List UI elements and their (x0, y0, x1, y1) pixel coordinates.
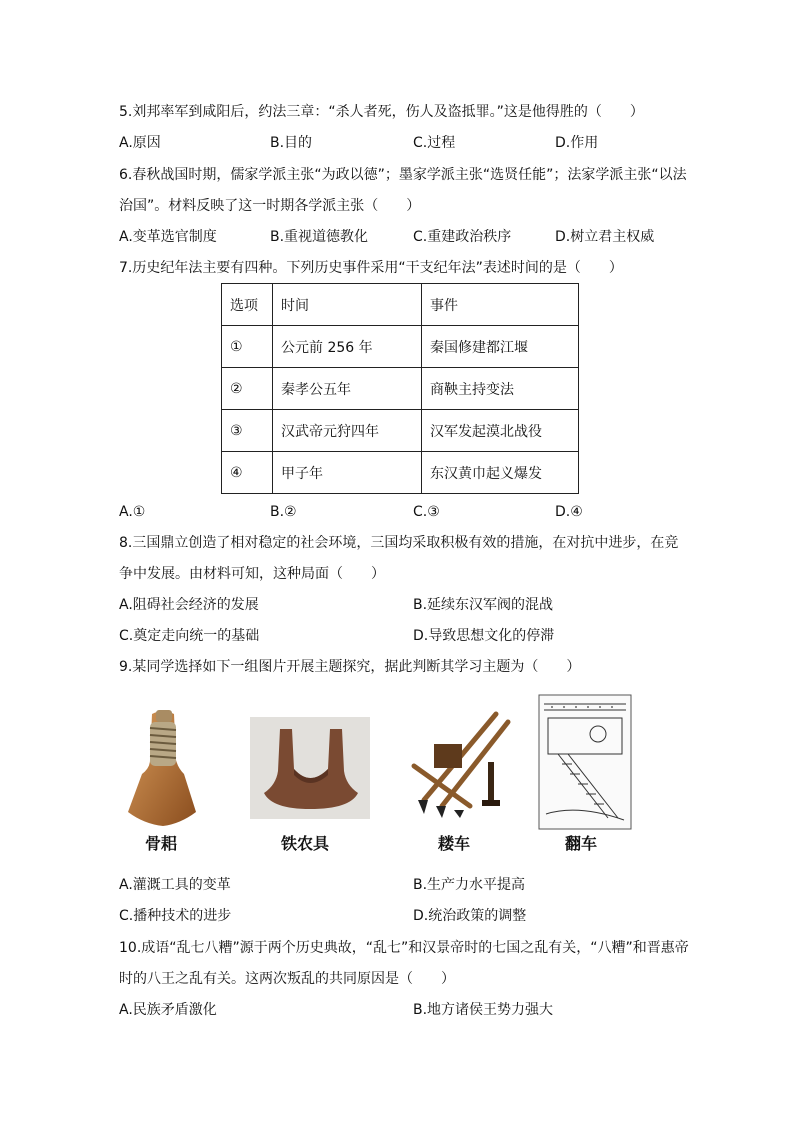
q10-option-b[interactable]: B.地方诸侯王势力强大 (413, 1002, 554, 1018)
question-5-stem: 5.刘邦率军到咸阳后，约法三章：“杀人者死，伤人及盗抵罪。”这是他得胜的（ ） (119, 104, 644, 120)
q5-option-d[interactable]: D.作用 (555, 135, 599, 151)
table-cell: 甲子年 (273, 452, 422, 494)
bone-spade-image (118, 708, 208, 830)
caption-iron-tool: 铁农具 (281, 834, 330, 853)
q8-option-b[interactable]: B.延续东汉军阀的混战 (413, 597, 554, 613)
table-header: 时间 (273, 284, 422, 326)
table-row (222, 410, 579, 452)
q8-option-d[interactable]: D.导致思想文化的停滞 (413, 628, 555, 644)
table-cell: ③ (222, 410, 273, 452)
q10-option-a[interactable]: A.民族矛盾激化 (119, 1002, 217, 1018)
q5-option-b[interactable]: B.目的 (270, 135, 313, 151)
table-cell: ② (222, 368, 273, 410)
table-cell: ④ (222, 452, 273, 494)
question-9-stem: 9.某同学选择如下一组图片开展主题探究，据此判断其学习主题为（ ） (119, 659, 581, 675)
table-header: 选项 (222, 284, 273, 326)
q9-option-c[interactable]: C.播种技术的进步 (119, 908, 232, 924)
seed-drill-image (404, 706, 520, 818)
caption-bone-spade: 骨耜 (145, 834, 178, 853)
table-cell: 秦孝公五年 (273, 368, 422, 410)
caption-water-wheel: 翻车 (565, 834, 598, 853)
q6-option-a[interactable]: A.变革选官制度 (119, 229, 217, 245)
q6-option-d[interactable]: D.树立君主权威 (555, 229, 655, 245)
water-wheel-image (538, 694, 632, 830)
q9-option-a[interactable]: A.灌溉工具的变革 (119, 877, 231, 893)
table-header: 事件 (422, 284, 579, 326)
q7-option-c[interactable]: C.③ (413, 504, 440, 520)
question-10-stem-line2: 时的八王之乱有关。这两次叛乱的共同原因是（ ） (119, 971, 455, 987)
table-cell: 公元前 256 年 (273, 326, 422, 368)
q9-option-b[interactable]: B.生产力水平提高 (413, 877, 526, 893)
table-cell: 秦国修建都江堰 (422, 326, 579, 368)
table-cell: 汉军发起漠北战役 (422, 410, 579, 452)
table-cell: 东汉黄巾起义爆发 (422, 452, 579, 494)
q7-option-b[interactable]: B.② (270, 504, 297, 520)
table-row (222, 326, 579, 368)
q7-option-d[interactable]: D.④ (555, 504, 583, 520)
caption-seed-drill: 耧车 (438, 834, 471, 853)
q6-option-c[interactable]: C.重建政治秩序 (413, 229, 512, 245)
q7-option-a[interactable]: A.① (119, 504, 146, 520)
q5-option-c[interactable]: C.过程 (413, 135, 456, 151)
table-header-row (222, 284, 579, 326)
question-7-stem: 7.历史纪年法主要有四种。下列历史事件采用“干支纪年法”表述时间的是（ ） (119, 260, 623, 276)
table-cell: 商鞅主持变法 (422, 368, 579, 410)
q8-option-a[interactable]: A.阻碍社会经济的发展 (119, 597, 259, 613)
question-8-stem-line1: 8.三国鼎立创造了相对稳定的社会环境，三国均采取积极有效的措施，在对抗中进步，在竞 (119, 535, 679, 551)
question-6-stem-line1: 6.春秋战国时期，儒家学派主张“为政以德”；墨家学派主张“选贤任能”；法家学派主张“以法 (119, 167, 687, 183)
table-cell: ① (222, 326, 273, 368)
table-cell: 汉武帝元狩四年 (273, 410, 422, 452)
iron-tool-image (250, 717, 370, 819)
question-10-stem-line1: 10.成语“乱七八糟”源于两个历史典故，“乱七”和汉景帝时的七国之乱有关，“八糟”和晋惠帝 (119, 940, 689, 956)
q5-option-a[interactable]: A.原因 (119, 135, 161, 151)
table-row (222, 368, 579, 410)
q9-option-d[interactable]: D.统治政策的调整 (413, 908, 527, 924)
question-6-stem-line2: 治国”。材料反映了这一时期各学派主张（ ） (119, 198, 421, 214)
table-row (222, 452, 579, 494)
q6-option-b[interactable]: B.重视道德教化 (270, 229, 369, 245)
calendar-table (221, 283, 579, 494)
q8-option-c[interactable]: C.奠定走向统一的基础 (119, 628, 260, 644)
question-8-stem-line2: 争中发展。由材料可知，这种局面（ ） (119, 566, 385, 582)
